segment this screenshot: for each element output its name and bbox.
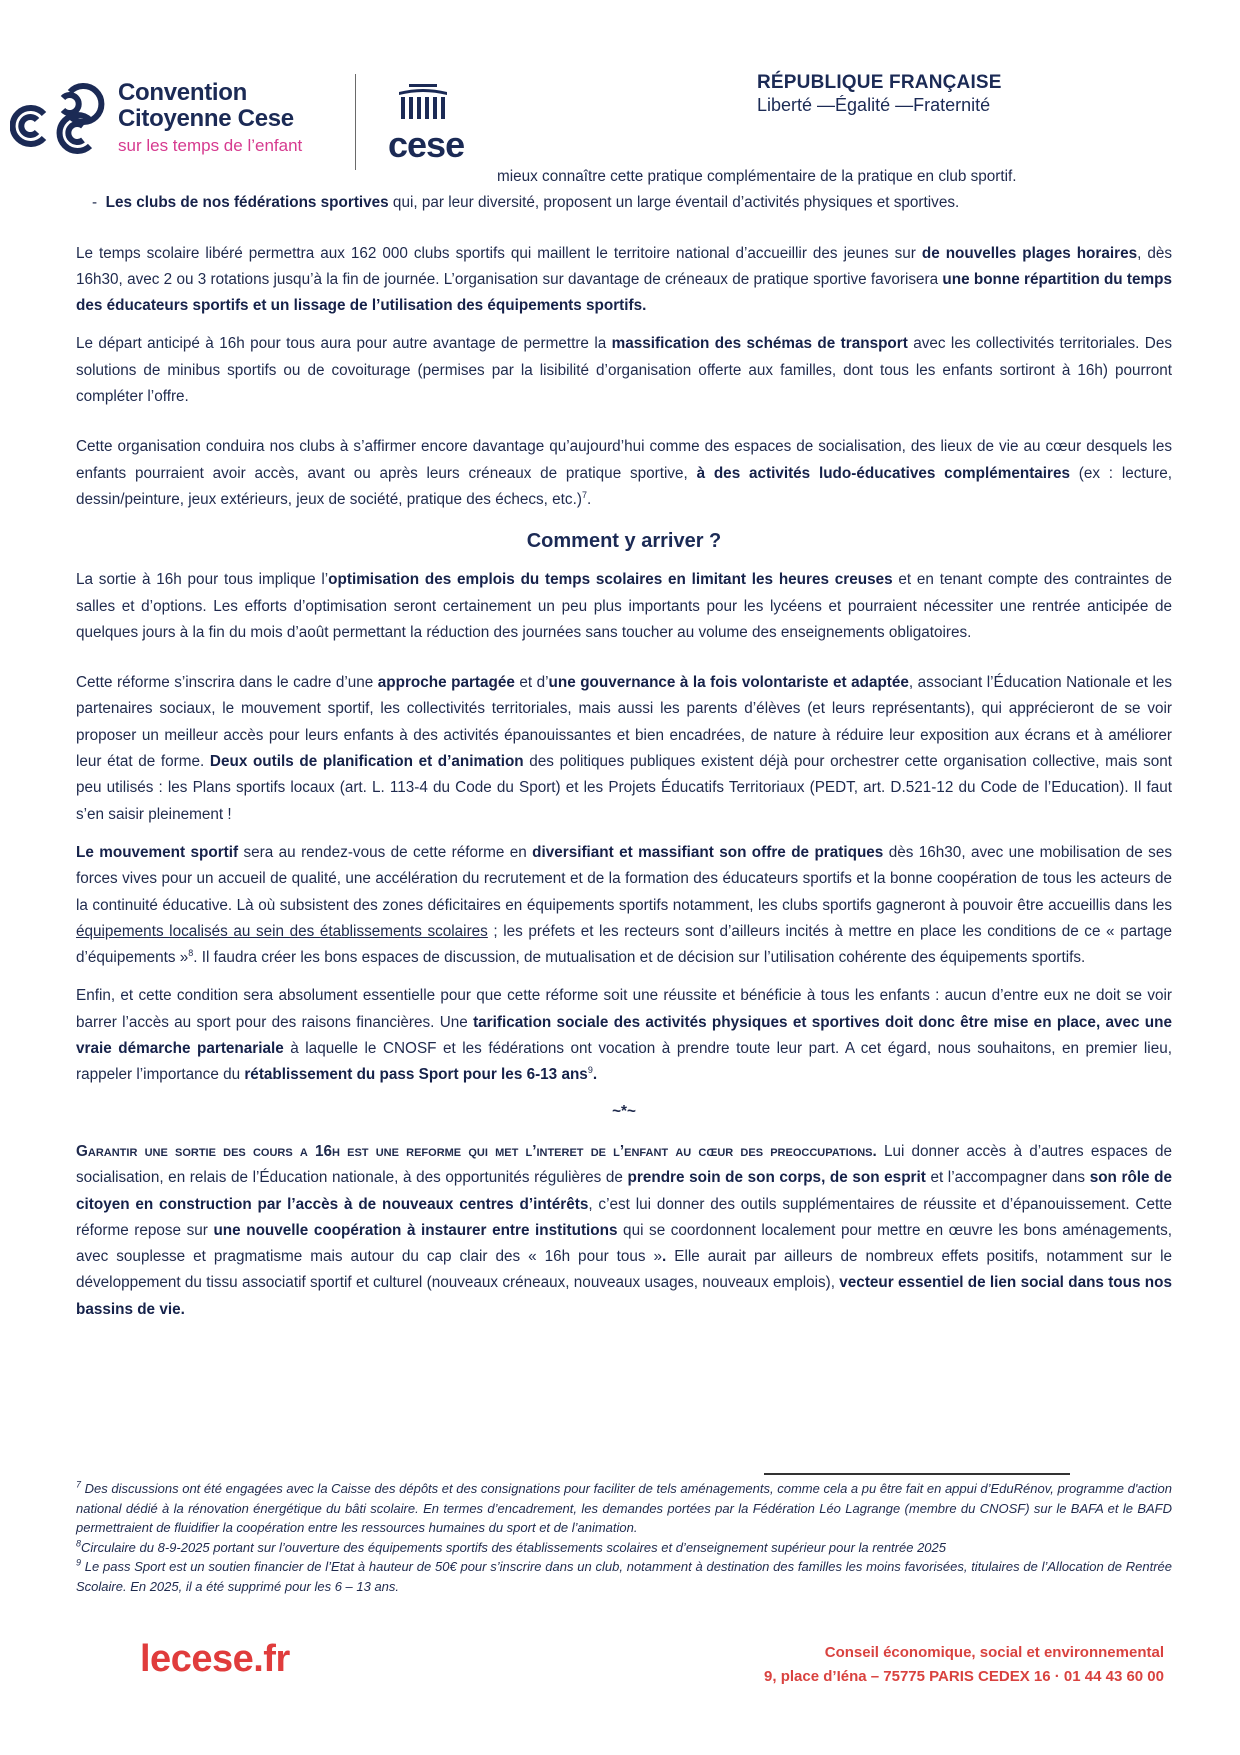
republic-title: RÉPUBLIQUE FRANÇAISE (757, 72, 1002, 93)
page-header (0, 0, 1240, 175)
paragraph-6 (76, 840, 1172, 971)
text: Elle aurait par ailleurs de nombreux effets positifs, notamment sur le développement du tissu associatif sportif et culturel (nouveaux créneaux, nouveaux usages, nouveaux emplois), (76, 1248, 1172, 1292)
text: avec les collectivités territoriales. Des solutions de minibus sportifs ou de covoiturage (permises par la lisibilité d’organisation offerte aux familles, dont tous les enfants sortiront à 16h) pourront compléter l’offre. (76, 335, 1172, 406)
bullet-item (76, 190, 1172, 216)
republic-motto: Liberté —Égalité —Fraternité (757, 95, 991, 115)
brand-line-1: Convention (118, 79, 247, 106)
footer-organization: Conseil économique, social et environnemental (824, 1644, 1164, 1661)
footnote-separator-line (764, 1473, 1070, 1475)
text: , associant l’Éducation Nationale et les partenaires sociaux, le mouvement sportif, les collectivités territoriales, mais aussi les parents d’élèves (et leurs représentants), qui apprécieront de se voir proposer un meilleur accès pour leurs enfants à des activités épanouissantes et bien encadrées, de nature à réduire leur exposition aux écrans et à améliorer leur état de forme. (76, 674, 1172, 771)
convention-brand (118, 80, 302, 156)
text: sera au rendez-vous de cette réforme en (238, 843, 533, 861)
footnote-number: 9 (76, 1557, 82, 1568)
section-heading: Comment y arriver ? (526, 530, 722, 553)
text: dès 16h30, avec une mobilisation de ses forces vives pour un accueil de qualité, une accélération du recrutement et de la formation des éducateurs sportifs et la bonne coopération de tous les acteurs de la continuité éducative. Là où subsistent des zones déficitaires en équipements sportifs notamment, les clubs sportifs gagneront à pouvoir être accueillis dans les (76, 843, 1172, 914)
text: . (586, 490, 592, 508)
footer-website-link[interactable]: lecese.fr (140, 1638, 290, 1680)
text: La sortie à 16h pour tous implique l’ (76, 571, 329, 589)
section-separator: ~*~ (612, 1102, 636, 1120)
bold-text: approche partagée (377, 674, 515, 692)
bold-text: diversifiant et massifiant son offre de pratiques (532, 843, 884, 861)
text: Lui donner accès à d’autres espaces de socialisation, en relais de l’Éducation nationale, à des opportunités régulières de (76, 1142, 1172, 1187)
bold-text: . (592, 1066, 598, 1084)
bullet-dash: - (92, 194, 98, 212)
bold-text: Deux outils de planification et d’animation (209, 753, 524, 771)
footnote-number: 8 (76, 1538, 82, 1549)
footnote-8 (76, 1538, 1172, 1558)
paragraph-4 (76, 567, 1172, 646)
header-divider (355, 74, 356, 170)
footnote-ref-7[interactable]: 7 (581, 489, 587, 500)
footnote-9 (76, 1557, 1172, 1596)
text: Le départ anticipé à 16h pour tous aura pour autre avantage de permettre la (76, 335, 612, 353)
text: à laquelle le CNOSF et les fédérations ont vocation à prendre toute leur part. A cet égard, nous souhaitons, en premier lieu, rappeler l’importance du (76, 1040, 1172, 1084)
paragraph-7 (76, 983, 1172, 1088)
text: , dès 16h30, avec 2 ou 3 rotations jusqu’à la fin de journée. L’organisation sur davantage de créneaux de pratique sportive favorisera (76, 244, 1172, 288)
bold-text: à des activités ludo-éducatives complémentaires (696, 464, 1071, 482)
paragraph-5 (76, 670, 1172, 828)
text: et l’accompagner dans (925, 1169, 1090, 1187)
text: Cette réforme s’inscrira dans le cadre d’une (76, 674, 378, 692)
text: des politiques publiques existent déjà pour orchestrer cette organisation collective, mais sont peu utilisés : les Plans sportifs locaux (art. L. 113-4 du Code du Sport) et les Projets Éducatifs Territoriaux (PEDT, art. D.521-12 du Code de l’Education). Il faut s’en saisir pleinement ! (76, 753, 1173, 823)
paragraph-8 (76, 1139, 1172, 1323)
text: et d’ (514, 674, 549, 692)
continued-line: mieux connaître cette pratique complémentaire de la pratique en club sportif. (497, 168, 1017, 185)
bold-text: vecteur essentiel de lien social dans tous nos bassins de vie. (76, 1274, 1172, 1318)
bold-text: massification des schémas de transport (611, 335, 908, 353)
republique-francaise-block (757, 72, 1002, 116)
footnote-text: Le pass Sport est un soutien financier de l’Etat à hauteur de 50€ pour s’inscrire dans un club, notamment à destination des familles les moins favorisées, titulaires de l’Allocation de Rentrée Scolaire. En 2025, il a été supprimé pour les 6 – 13 ans. (76, 1559, 1172, 1594)
bold-text: une bonne répartition du temps des éducateurs sportifs et un lissage de l’utilisation des équipements sportifs. (76, 270, 1172, 315)
footnote-ref-9[interactable]: 9 (587, 1065, 593, 1076)
paragraph-2 (76, 331, 1172, 410)
bold-text: tarification sociale des activités physiques et sportives doit donc être mise en place, avec une vraie démarche partenariale (76, 1013, 1172, 1058)
brand-line-2: Citoyenne Cese (118, 105, 294, 132)
bold-text: prendre soin de son corps, de son esprit (627, 1169, 926, 1187)
paragraph-3 (76, 434, 1172, 513)
text: et en tenant compte des contraintes de salles et d’options. Les efforts d’optimisation seront certainement un peu plus importants pour les lycéens et pourraient nécessiter une rentrée anticipée de quelques jours à la fin du mois d’août permettant la réduction des journées sans toucher au volume des enseignements obligatoires. (76, 571, 1172, 641)
text: (ex : lecture, dessin/peinture, jeux extérieurs, jeux de société, pratique des échecs, etc.) (76, 464, 1172, 508)
text: . Il faudra créer les bons espaces de discussion, de mutualisation et de décision sur l’utilisation cohérente des équipements sportifs. (193, 949, 1086, 967)
document-body (76, 164, 1172, 1323)
footnote-number: 7 (76, 1479, 82, 1490)
text: ; les préfets et les recteurs sont d’ailleurs incités à mettre en place les conditions de ce « partage d’équipements » (76, 922, 1172, 967)
underlined-text: équipements localisés au sein des établissements scolaires (76, 922, 488, 940)
small-caps-lead: Garantir une sortie des cours a 16h est une reforme qui met l’interet de l’enfant au cœur des preoccupations. (76, 1142, 877, 1160)
bold-text: une nouvelle coopération à instaurer entre institutions (213, 1221, 618, 1239)
text: qui se coordonnent localement pour mettre en œuvre les bons aménagements, avec souplesse et pragmatisme mais autour du cap clair des « 16h pour tous » (76, 1221, 1172, 1266)
text: Cette organisation conduira nos clubs à s’affirmer encore davantage qu’aujourd’hui comme des espaces de socialisation, des lieux de vie au cœur desquels les enfants pourraient avoir accès, avant ou après leurs créneaux de pratique sportive, (76, 438, 1172, 482)
bullet-text: qui, par leur diversité, proposent un large éventail d’activités physiques et sportives. (388, 194, 960, 212)
bold-text: de nouvelles plages horaires (921, 244, 1138, 262)
footnote-7 (76, 1479, 1172, 1538)
text: Le temps scolaire libéré permettra aux 162 000 clubs sportifs qui maillent le territoire national d’accueillir des jeunes sur (76, 244, 922, 262)
text: , c’est lui donner des outils supplémentaires de réussite et d’épanouissement. Cette réforme repose sur (76, 1195, 1172, 1239)
brand-tagline: sur les temps de l’enfant (118, 136, 303, 155)
convention-citoyenne-logo-icon (10, 80, 110, 160)
bold-text: son rôle de citoyen en construction par l’accès à de nouveaux centres d’intérêts (76, 1169, 1172, 1213)
footnotes (76, 1479, 1172, 1596)
footer-contact: 9, place d’Iéna – 75775 PARIS CEDEX 16 · 01 44 43 60 00 (764, 1668, 1164, 1685)
bold-text: une gouvernance à la fois volontariste et adaptée (548, 674, 909, 692)
footnote-ref-8[interactable]: 8 (188, 948, 194, 959)
paragraph-1 (76, 241, 1172, 320)
bold-text: . (662, 1248, 667, 1266)
footnote-text: Circulaire du 8-9-2025 portant sur l’ouverture des équipements sportifs des établissements scolaires et d’enseignement supérieur pour la rentrée 2025 (81, 1539, 946, 1555)
footer-address (764, 1641, 1164, 1689)
cese-logo-text: cese (388, 124, 465, 165)
bold-text: optimisation des emplois du temps scolaires en limitant les heures creuses (328, 571, 893, 589)
bold-text: Le mouvement sportif (76, 843, 239, 861)
text: Enfin, et cette condition sera absolument essentielle pour que cette réforme soit une réussite et bénéficie à tous les enfants : aucun d’entre eux ne doit se voir barrer l’accès au sport pour des raisons financières. Une (76, 987, 1172, 1031)
bullet-bold: Les clubs de nos fédérations sportives (105, 194, 389, 212)
bold-text: rétablissement du pass Sport pour les 6-13 ans (244, 1066, 588, 1084)
footnote-text: Des discussions ont été engagées avec la Caisse des dépôts et des consignations pour faciliter de tels aménagements, comme cela a pu être fait en appui d’EduRénov, programme d'action national dédié à la rénovation énergétique du bâti scolaire. En termes d’encadrement, les demandes portées par la Fédération Léo Lagrange (membre du CNOSF) sur le BAFA et le BAFD permettraient de fluidifier la coopération entre les ressources humaines du sport et de l’animation. (76, 1481, 1172, 1535)
